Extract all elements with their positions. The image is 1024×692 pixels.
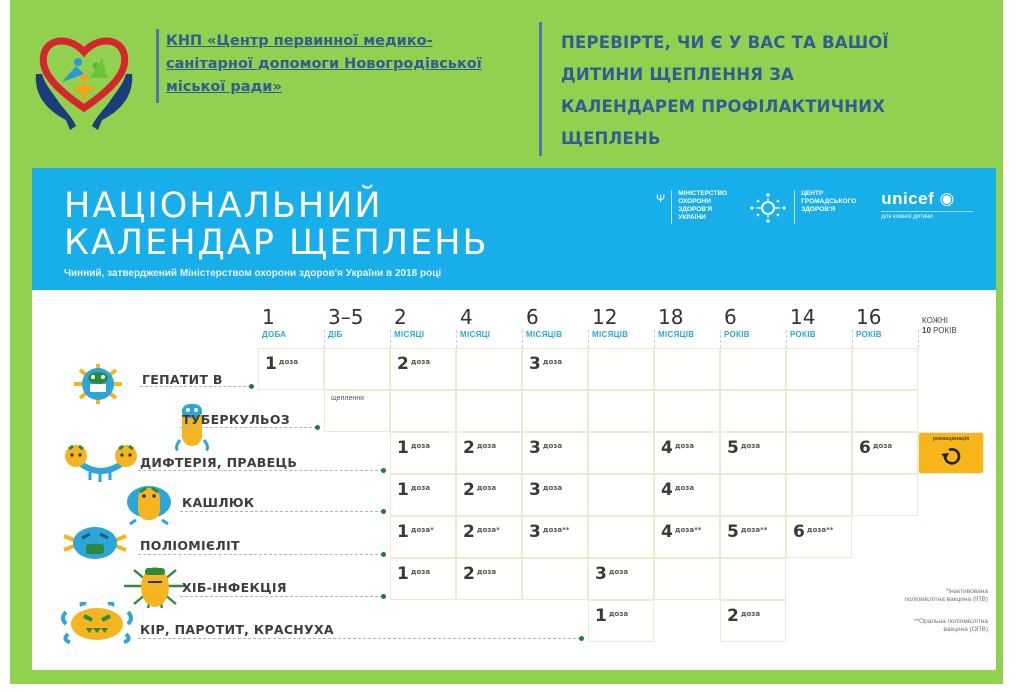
dose-cell [522,348,588,390]
dose-cell [456,516,522,558]
dose-cell [654,516,720,558]
dose-number: 1 $^{доза*}$ [397,522,434,542]
dose-cell [456,432,522,474]
heading-divider [539,22,542,156]
dose-label: доза** [674,526,702,534]
schedule-cell [522,558,588,600]
dose-label: доза [674,484,695,492]
schedule-cell [588,432,654,474]
dose-cell [522,516,588,558]
dose-cell [522,432,588,474]
trident-icon: Ψ [656,193,666,205]
dose-cell [720,600,786,642]
schedule-cell [852,390,918,432]
schedule-cell [654,348,720,390]
schedule-cell [786,474,852,516]
column-unit: МІСЯЦІВ [592,330,629,339]
dose-number: 2 $^{доза}$ [463,480,497,500]
column-header [922,316,988,336]
leader-line [180,596,383,597]
tuberculosis-germ-icon [172,400,212,457]
column-header [724,306,790,339]
dose-label: доза [476,484,497,492]
dose-number: 6 $^{доза**}$ [793,522,834,542]
column-header [328,306,394,339]
dose-label: доза* [410,526,434,534]
dose-label: доза [542,442,563,450]
org-name-link[interactable] [166,30,506,99]
dose-label: доза [410,568,431,576]
schedule-cell [720,348,786,390]
column-number: 3–5 [328,305,364,329]
column-number: 18 [658,305,684,329]
schedule-cell [588,390,654,432]
column-header [526,306,592,339]
dose-cell [390,348,456,390]
leader-line [138,470,383,471]
dose-label: доза [608,568,629,576]
dose-number: 5 $^{доза}$ [727,438,761,458]
dose-cell [522,474,588,516]
heading-line: ДИТИНИ ЩЕПЛЕННЯ ЗА [561,65,795,84]
dose-label: доза [608,610,629,618]
org-name-line: КНП «Центр первинної медико- [166,33,433,49]
vaccination-calendar [32,168,996,670]
column-unit: РОКІВ [856,330,882,339]
dose-cell [258,348,324,390]
column-header [856,306,922,339]
column-separator [786,330,787,348]
dose-label: доза** [740,526,768,534]
leader-dot [579,636,584,641]
dose-label: доза** [542,526,570,534]
leader-line [180,511,383,512]
calendar-title-line: КАЛЕНДАР ЩЕПЛЕНЬ [64,223,489,263]
dose-label: доза [410,358,431,366]
calendar-title [64,188,489,262]
dose-number: 3 $^{доза}$ [595,564,629,584]
dose-label: доза** [806,526,834,534]
page-background [10,0,1003,684]
leader-dot [315,425,320,430]
dose-cell [390,516,456,558]
column-separator [852,330,853,348]
dose-cell [654,432,720,474]
column-unit: КОЖНІ [922,316,949,325]
dose-cell [852,432,918,474]
column-separator [588,330,589,348]
logo-divider [671,190,672,224]
dose-label: доза [740,442,761,450]
column-header [460,306,526,339]
column-header [394,306,460,339]
heading-line: ПЕРЕВІРТЕ, ЧИ Є У ВАС ТА ВАШОЇ [561,33,889,52]
dose-cell [456,558,522,600]
column-header [262,306,328,339]
leader-dot [381,552,386,557]
dose-cell [720,516,786,558]
dose-number: 2 $^{доза}$ [463,564,497,584]
column-unit: МІСЯЦІ [460,330,491,339]
cgz-name: ЦЕНТР ГРОМАДСЬКОГО ЗДОРОВ'Я [801,190,857,213]
globe-icon: ◉ [939,189,955,208]
dose-number: 3 $^{доза**}$ [529,522,570,542]
dose-cell [390,474,456,516]
disease-label: ТУБЕРКУЛЬОЗ [182,412,290,427]
schedule-cell [786,432,852,474]
column-unit: ДОБА [262,330,287,339]
dose-cell [390,558,456,600]
dose-number: 1 $^{доза}$ [397,480,431,500]
dose-number: 4 $^{доза}$ [661,480,695,500]
revaccination-badge [919,433,983,473]
dose-number: 1 $^{доза}$ [397,438,431,458]
dose-number: 4 $^{доза**}$ [661,522,702,542]
schedule-cell [588,474,654,516]
schedule-cell [522,390,588,432]
unicef-rule [881,211,973,212]
unicef-wordmark: unicef [881,189,935,208]
schedule-cell [720,390,786,432]
dose-number: 1 $^{доза}$ [265,354,299,374]
calendar-header [32,168,996,290]
footnote: *Інактивована поліомієлітна вакцина (ІПВ) [904,588,988,603]
schedule-cell [786,390,852,432]
column-separator [654,330,655,348]
footnote: **Оральна поліомієлітна вакцина (ОПВ) [913,618,988,633]
column-header [790,306,856,339]
dose-number: 1 $^{доза}$ [397,564,431,584]
heart-hands-family-icon [32,30,136,134]
disease-label: КАШЛЮК [182,495,255,510]
column-number: 6 [526,305,539,329]
dose-label: доза [278,358,299,366]
dose-number: 3 $^{доза}$ [529,480,563,500]
schedule-cell [588,348,654,390]
dose-number: 2 $^{доза}$ [397,354,431,374]
dose-cell [786,516,852,558]
schedule-grid [32,290,996,670]
heading-line: ЩЕПЛЕНЬ [561,129,661,148]
logo-divider [794,190,795,224]
leader-dot [381,509,386,514]
heading-line: КАЛЕНДАРЕМ ПРОФІЛАКТИЧНИХ [561,97,886,116]
leader-line [140,386,251,387]
schedule-cell [390,390,456,432]
dose-number: 1 $^{доза}$ [595,606,629,626]
column-unit: МІСЯЦІВ [526,330,563,339]
dose-label: доза [740,610,761,618]
schedule-cell [654,390,720,432]
dose-label: доза [476,442,497,450]
calendar-title-line: НАЦІОНАЛЬНИЙ [64,186,383,226]
column-number: 4 [460,305,473,329]
dose-cell [720,432,786,474]
public-health-center-icon [748,192,788,224]
column-separator [390,330,391,348]
column-separator [456,330,457,348]
hepatitis-germ-icon [68,362,128,411]
partner-logos [656,190,973,230]
schedule-cell [654,558,720,600]
column-unit: РОКІВ [790,330,816,339]
disease-label: ПОЛІОМІЄЛІТ [140,538,240,553]
check-vaccination-heading [561,27,951,155]
note-cell [324,390,390,432]
cgz-logo [748,190,863,224]
dose-label: доза [674,442,695,450]
org-name-line: санітарної допомоги Новогродівської [166,56,482,72]
dose-label: доза [476,568,497,576]
pertussis-germ-icon [124,480,174,531]
column-separator [522,330,523,348]
moz-name: МІНІСТЕРСТВО ОХОРОНИ ЗДОРОВ'Я УКРАЇНИ [678,190,728,221]
column-header [592,306,658,339]
column-unit: ДІБ [328,330,343,339]
dose-cell [588,558,654,600]
vaccination-note: щеплення [331,395,364,402]
org-name-line: міської ради» [166,79,282,95]
dose-label: доза [542,358,563,366]
dose-label: доза [410,484,431,492]
dose-label: доза [410,442,431,450]
disease-label: ДИФТЕРІЯ, ПРАВЕЦЬ [140,455,298,470]
disease-label: КІР, ПАРОТИТ, КРАСНУХА [140,622,334,637]
column-number: 16 [856,305,882,329]
dose-number: 2 $^{доза}$ [463,438,497,458]
schedule-cell [324,348,390,390]
column-unit: РОКІВ [724,330,750,339]
column-separator [720,330,721,348]
dose-cell [588,600,654,642]
dose-label: доза [872,442,893,450]
dose-cell [654,474,720,516]
dose-number: 3 $^{доза}$ [529,438,563,458]
measles-germ-icon [58,602,136,651]
schedule-cell [852,474,918,516]
schedule-cell [588,516,654,558]
column-number: 14 [790,305,816,329]
repeat-arrow-icon [939,446,963,466]
polio-germ-icon [60,522,130,569]
schedule-cell [852,348,918,390]
dose-number: 4 $^{доза}$ [661,438,695,458]
leader-dot [381,468,386,473]
column-unit: МІСЯЦІ [394,330,425,339]
leader-line [138,554,383,555]
disease-label: ХІБ-ІНФЕКЦІЯ [182,580,287,595]
leader-dot [249,384,254,389]
column-header [658,306,724,339]
dose-number: 3 $^{доза}$ [529,354,563,374]
unicef-tagline: для кожної дитини [881,214,933,220]
revaccination-label: ревакцинація [932,436,970,442]
column-unit: МІСЯЦІВ [658,330,695,339]
leader-line [138,638,581,639]
column-unit: 10 РОКІВ [922,326,957,335]
org-divider [156,29,159,103]
column-number: 2 [394,305,407,329]
leader-dot [381,594,386,599]
column-number: 1 [262,305,275,329]
dose-number: 6 $^{доза}$ [859,438,893,458]
unicef-logo [881,190,973,220]
column-number: 6 [724,305,737,329]
dose-cell [390,432,456,474]
schedule-cell [720,558,786,600]
column-separator [324,330,325,348]
column-number: 12 [592,305,618,329]
schedule-cell [456,348,522,390]
schedule-cell [720,474,786,516]
leader-line [180,427,317,428]
dose-cell [456,474,522,516]
dose-number: 2 $^{доза}$ [727,606,761,626]
calendar-subtitle: Чинний, затверджений Міністерством охорони здоров'я України в 2018 році [64,268,442,279]
moz-logo [656,190,734,224]
dose-label: доза* [476,526,500,534]
dose-label: доза [542,484,563,492]
column-separator [918,330,919,348]
disease-label: ГЕПАТИТ В [142,372,223,387]
schedule-cell [786,348,852,390]
dose-number: 2 $^{доза*}$ [463,522,500,542]
dose-number: 5 $^{доза**}$ [727,522,768,542]
schedule-cell [456,390,522,432]
